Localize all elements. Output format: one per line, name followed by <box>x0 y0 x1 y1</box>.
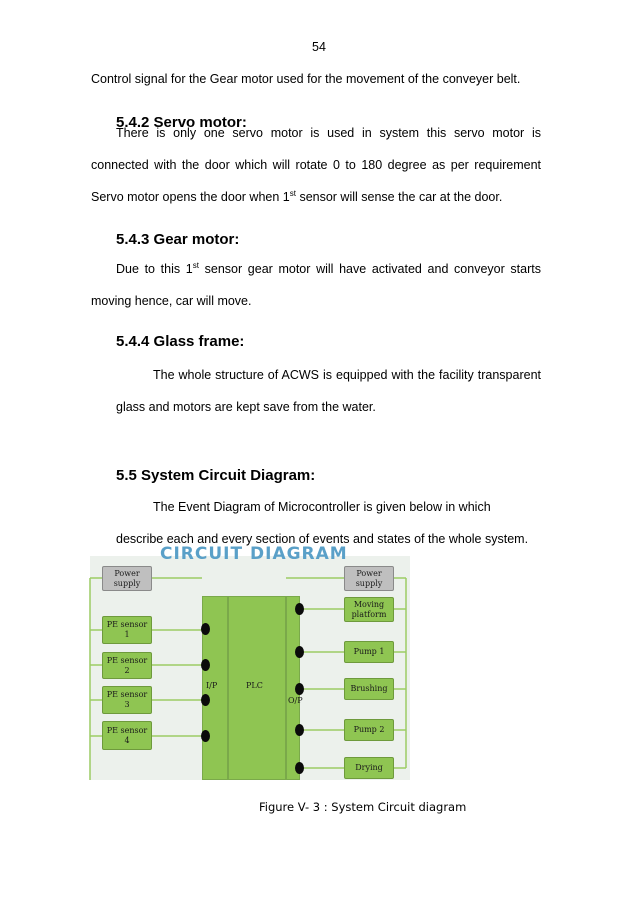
gear-line-1: Due to this 1st sensor gear motor will have activated and conveyor starts <box>116 261 541 276</box>
diagram-banner: CIRCUIT DIAGRAM <box>160 544 348 564</box>
servo-line-2: connected with the door which will rotate 0 to 180 degree as per requirement <box>91 158 541 172</box>
circuit-diagram <box>90 544 410 780</box>
glass-line-2: glass and motors are kept save from the water. <box>116 400 376 414</box>
heading-system-circuit: 5.5 System Circuit Diagram: <box>116 467 316 484</box>
output-terminal <box>295 646 304 658</box>
input-terminal <box>201 623 210 635</box>
plc-label: PLC <box>246 681 263 690</box>
drying-box: Drying <box>344 757 394 779</box>
heading-gear-motor: 5.4.3 Gear motor: <box>116 231 240 248</box>
power-supply-input-box: Power supply <box>102 566 152 591</box>
glass-line-1: The whole structure of ACWS is equipped with the facility transparent <box>153 368 541 382</box>
circuit-line-1: The Event Diagram of Microcontroller is given below in which <box>153 500 491 514</box>
pe-sensor-2-box: PE sensor 2 <box>102 652 152 679</box>
op-label: O/P <box>288 696 303 705</box>
input-terminal <box>201 694 210 706</box>
input-terminal <box>201 659 210 671</box>
page-number: 54 <box>312 40 326 54</box>
input-terminal <box>201 730 210 742</box>
pump-1-box: Pump 1 <box>344 641 394 663</box>
output-terminal <box>295 762 304 774</box>
ip-label: I/P <box>206 681 218 690</box>
brushing-box: Brushing <box>344 678 394 700</box>
servo-line-1: There is only one servo motor is used in system this servo motor is <box>116 126 541 140</box>
output-terminal <box>295 603 304 615</box>
servo-line-3: Servo motor opens the door when 1st sensor will sense the car at the door. <box>91 189 503 204</box>
pe-sensor-1-box: PE sensor 1 <box>102 616 152 644</box>
heading-glass-frame: 5.4.4 Glass frame: <box>116 333 245 350</box>
gear-line-2: moving hence, car will move. <box>91 294 252 308</box>
pe-sensor-3-box: PE sensor 3 <box>102 686 152 714</box>
output-terminal <box>295 724 304 736</box>
circuit-line-2: describe each and every section of events and states of the whole system. <box>116 532 529 546</box>
pump-2-box: Pump 2 <box>344 719 394 741</box>
output-terminal <box>295 683 304 695</box>
moving-platform-box: Moving platform <box>344 597 394 622</box>
intro-line: Control signal for the Gear motor used for the movement of the conveyer belt. <box>91 72 521 86</box>
pe-sensor-4-box: PE sensor 4 <box>102 721 152 750</box>
heading-servo-motor: 5.4.2 Servo motor: <box>116 114 247 131</box>
power-supply-output-box: Power supply <box>344 566 394 591</box>
figure-caption: Figure V- 3 : System Circuit diagram <box>259 800 467 814</box>
